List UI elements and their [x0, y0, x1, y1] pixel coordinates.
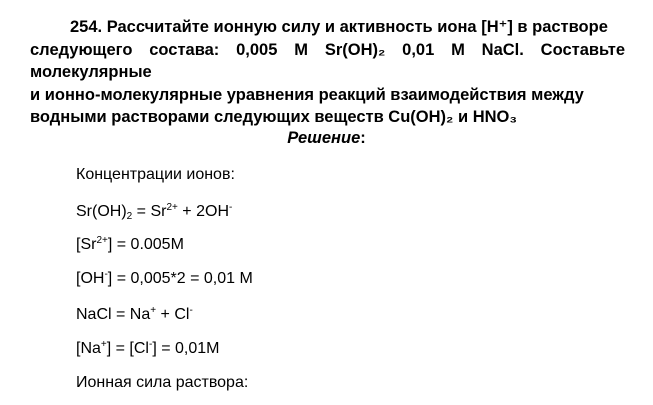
ion-concentrations-label: Концентрации ионов: [76, 166, 235, 183]
eq1-sup-b: 2+ [166, 202, 178, 213]
eq1-part-c: + 2OH [177, 203, 229, 220]
eq1-sub-a: 2 [126, 211, 133, 222]
solution-heading-colon: : [360, 129, 366, 147]
equation-sr-oh2-dissociation [76, 203, 232, 221]
equation-na-cl-concentration [76, 340, 219, 358]
ionic-strength-label: Ионная сила раствора: [76, 374, 249, 391]
task-line-4: водными растворами следующих веществ Cu(OH)₂ и HNO₃ [30, 108, 517, 126]
task-line-3: и ионно-молекулярные уравнения реакций взаимодействия между [30, 85, 584, 104]
solution-heading [0, 129, 653, 148]
task-statement [0, 16, 653, 129]
eq4-sup-b: - [189, 305, 193, 316]
eq5-part-b: ] = [Cl [106, 340, 149, 357]
eq2-part-a: [Sr [76, 236, 97, 253]
eq5-sup-a: + [100, 339, 107, 350]
eq4-sup-a: + [150, 305, 157, 316]
eq1-part-b: = Sr [132, 203, 167, 220]
eq4-part-a: NaCl = Na [76, 306, 151, 323]
task-line-2: следующего состава: 0,005 М Sr(OH)₂ 0,01 М NaCl. Составьте молекулярные [30, 40, 625, 81]
eq2-sup-a: 2+ [96, 235, 108, 246]
eq5-part-c: ] = 0,01M [152, 340, 220, 357]
equation-nacl-dissociation [76, 306, 193, 324]
eq1-sup-c: - [229, 202, 233, 213]
task-line-1: 254. Рассчитайте ионную силу и активность иона [H⁺] в растворе [70, 18, 608, 36]
eq3-part-b: ] = 0,005*2 = 0,01 М [107, 270, 253, 287]
eq4-part-b: + Cl [156, 306, 190, 323]
eq5-sup-b: - [148, 339, 153, 350]
eq3-part-a: [OH [76, 270, 105, 287]
equation-sr-concentration [76, 236, 184, 254]
eq5-part-a: [Na [76, 340, 101, 357]
equation-oh-concentration [76, 270, 253, 288]
eq1-part-a: Sr(OH) [76, 203, 127, 220]
eq3-sup-a: - [104, 269, 108, 280]
solution-heading-text: Решение [287, 129, 361, 147]
eq2-part-b: ] = 0.005M [107, 236, 184, 253]
